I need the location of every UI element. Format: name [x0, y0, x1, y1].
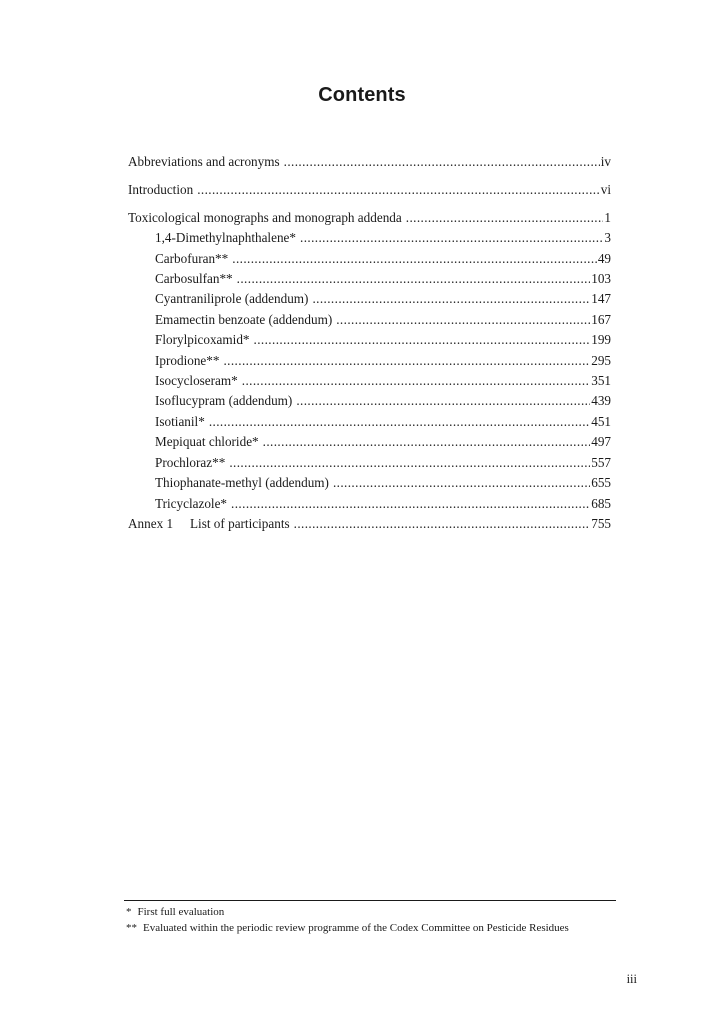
- toc-entry-label: Iprodione**: [155, 352, 220, 368]
- toc-entry-page: vi: [600, 181, 611, 197]
- toc-entry-page: 439: [591, 393, 611, 409]
- toc-entry-page: 103: [591, 271, 611, 287]
- toc-item: [128, 473, 611, 493]
- dot-leader: [254, 330, 591, 350]
- toc-item: [128, 453, 611, 473]
- toc-entry-introduction: [128, 180, 611, 200]
- dot-leader: [284, 152, 600, 172]
- annex-prefix: Annex 1: [128, 515, 174, 531]
- toc-entry-label: Abbreviations and acronyms: [128, 154, 280, 169]
- toc-entry-label: Isotianil*: [155, 413, 205, 429]
- toc-entry-page: 755: [591, 515, 611, 531]
- dot-leader: [237, 269, 591, 289]
- dot-leader: [333, 473, 590, 493]
- toc-entry-label: Isocycloseram*: [155, 373, 238, 389]
- toc-entry-label: Carbofuran**: [155, 250, 229, 266]
- toc-entry-page: 497: [591, 434, 611, 450]
- dot-leader: [296, 391, 590, 411]
- footnote-mark: **: [126, 922, 137, 934]
- toc-entry-label: Introduction: [128, 181, 194, 197]
- dot-leader: [197, 180, 600, 200]
- footnote-divider: [124, 900, 616, 901]
- dot-leader: [300, 228, 603, 248]
- dot-leader: [229, 453, 590, 473]
- dot-leader: [263, 432, 591, 452]
- footnote: [126, 920, 626, 936]
- toc-entry-label: Mepiquat chloride*: [155, 434, 259, 450]
- toc-entry-label: Thiophanate-methyl (addendum): [155, 475, 329, 491]
- toc-entry-label: [128, 514, 290, 534]
- toc-section-toxicological-monographs: [128, 208, 611, 228]
- toc-item: [128, 289, 611, 309]
- dot-leader: [232, 249, 597, 269]
- toc-entry-label: Carbosulfan**: [155, 271, 233, 287]
- page-number: iii: [626, 972, 637, 986]
- dot-leader: [294, 514, 591, 534]
- footnote-text: First full evaluation: [137, 906, 225, 918]
- toc-entry-label: Prochloraz**: [155, 454, 226, 470]
- toc-entry-page: 655: [591, 475, 611, 491]
- toc-item: [128, 494, 611, 514]
- toc-item: [128, 351, 611, 371]
- toc-annex-entry: [128, 514, 611, 534]
- toc-entry-page: iv: [600, 154, 611, 169]
- toc-entry-abbreviations: [128, 152, 611, 172]
- toc-entry-page: 199: [591, 332, 611, 348]
- toc-entry-page: 557: [591, 454, 611, 470]
- toc-entry-label: Toxicological monographs and monograph addenda: [128, 209, 402, 225]
- footnotes: [126, 904, 626, 936]
- toc-item: [128, 228, 611, 248]
- toc-item: [128, 249, 611, 269]
- page-title: Contents: [318, 84, 406, 106]
- toc-entry-page: 147: [591, 291, 611, 307]
- footnote-mark: *: [126, 906, 132, 918]
- toc-entry-page: 49: [597, 250, 611, 266]
- toc-entry-label: Isoflucypram (addendum): [155, 393, 293, 409]
- toc-entry-label: 1,4-Dimethylnaphthalene*: [155, 230, 296, 246]
- dot-leader: [312, 289, 590, 309]
- toc-entry-page: 167: [591, 311, 611, 327]
- dot-leader: [209, 412, 590, 432]
- toc-entry-page: 351: [591, 373, 611, 389]
- toc-entry-page: 295: [591, 352, 611, 368]
- toc-entry-page: 451: [591, 413, 611, 429]
- dot-leader: [231, 494, 590, 514]
- footnote-text: Evaluated within the periodic review programme of the Codex Committee on Pesticide Residues: [143, 922, 569, 934]
- toc-entry-page: 3: [604, 230, 611, 246]
- dot-leader: [223, 351, 590, 371]
- dot-leader: [406, 208, 604, 228]
- table-of-contents: [128, 152, 611, 534]
- toc-entry-page: 1: [604, 209, 611, 225]
- toc-entry-label: Emamectin benzoate (addendum): [155, 311, 333, 327]
- toc-item: [128, 330, 611, 350]
- toc-item: [128, 432, 611, 452]
- toc-item: [128, 391, 611, 411]
- toc-item: [128, 269, 611, 289]
- toc-entry-page: 685: [591, 495, 611, 511]
- footnote: [126, 904, 626, 920]
- toc-entry-label: Florylpicoxamid*: [155, 332, 250, 348]
- toc-entry-label: Tricyclazole*: [155, 495, 228, 511]
- annex-title: List of participants: [190, 515, 290, 531]
- dot-leader: [242, 371, 590, 391]
- toc-item: [128, 412, 611, 432]
- toc-item: [128, 310, 611, 330]
- dot-leader: [336, 310, 590, 330]
- toc-entry-label: Cyantraniliprole (addendum): [155, 291, 309, 307]
- toc-item: [128, 371, 611, 391]
